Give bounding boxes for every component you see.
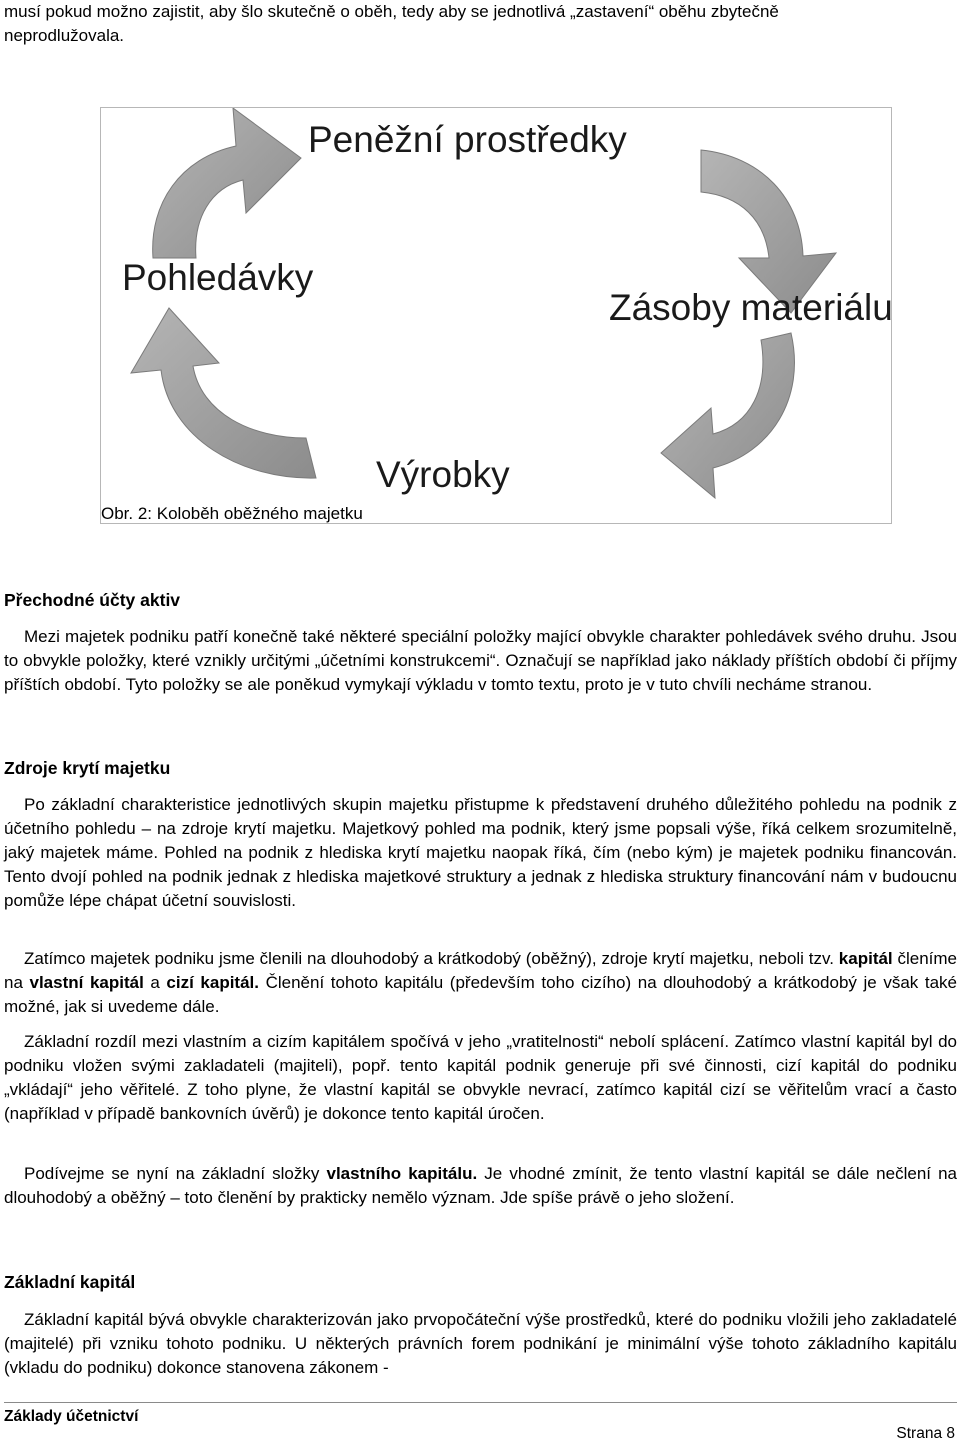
- node-zasoby-materialu: Zásoby materiálu: [609, 287, 893, 328]
- paragraph-zdroje-3: Základní rozdíl mezi vlastním a cizím kapitálem spočívá v jeho „vratitelnosti“ nebolí splácení. Zatímco vlastní kapitál byl do podniku vložen svými zakladateli (majiteli), popř. tento kapitál podnik generuje při své činnosti, cizí kapitál do podniku „vkládají“ jeho věřitelé. Z toho plyne, že vlastní kapitál se obvykle nevrací, zatímco kapitál cizí se věřitelům vrací a často (například v případě bankovních úvěrů) je dokonce tento kapitál úročen.: [4, 1032, 957, 1123]
- term-vlastni-kapital: vlastní kapitál: [29, 973, 144, 992]
- term-vlastniho-kapitalu: vlastního kapitálu.: [326, 1164, 478, 1183]
- term-kapital: kapitál: [838, 949, 893, 968]
- paragraph-zdroje-2: Zatímco majetek podniku jsme členili na dlouhodobý a krátkodobý (oběžný), zdroje krytí majetku, neboli tzv. kapitál členíme na vlastní kapitál a cizí kapitál. Členění tohoto kapitálu (především toho cizího) na dlouhodobý a krátkodobý je však také možné, jak si uvedeme dále.: [4, 949, 958, 1016]
- paragraph-zdroje-1: Po základní charakteristice jednotlivých skupin majetku přistupme k představení druhého důležitého pohledu na podnik z účetního pohledu – na zdroje krytí majetku. Majetkový pohled ma podnik, který jsme popsali výše, říká celkem srozumitelně, jaký majetek máme. Pohled na podnik z hlediska krytí majetku naopak říká, čím (nebo kým) je majetek podniku financován. Tento dvojí pohled na podnik jednak z hlediska majetkové struktury a jednak z hlediska struktury financování nám v budoucnu pomůže lépe chápat účetní souvislosti.: [4, 795, 957, 910]
- paragraph-zakladni-kapital: Základní kapitál bývá obvykle charakterizován jako prvopočáteční výše prostředků, které do podniku vložili jeho zakladatelé (majitelé) při vzniku tohoto podniku. U některých právních forem podnikání je minimální výše tohoto základního kapitálu (vkladu do podniku) dokonce stanovena zákonem -: [4, 1310, 957, 1377]
- arrow-top-left: [153, 108, 301, 258]
- term-cizi-kapital: cizí kapitál.: [166, 973, 259, 992]
- heading-zakladni-kapital: Základní kapitál: [4, 1272, 136, 1292]
- paragraph-zdroje-4: Podívejme se nyní na základní složky vlastního kapitálu. Je vhodné zmínit, že tento vlastní kapitál se dále nečlení na dlouhodobý a oběžný – toto členění by prakticky nemělo význam. Jde spíše právě o jeho složení.: [4, 1164, 958, 1207]
- page-number: Strana 8: [896, 1425, 955, 1442]
- arrow-bottom-right: [661, 333, 794, 498]
- paragraph-prechodne-ucty: Mezi majetek podniku patří konečně také některé speciální položky mající obvykle charakter pohledávek svého druhu. Jsou to obvykle položky, které vznikly určitými „účetními konstrukcemi“. Označují se například jako náklady příštích období či příjmy příštích období. Tyto položky se ale poněkud vymykají výkladu v tomto textu, proto je v tuto chvíli necháme stranou.: [4, 627, 957, 694]
- cycle-figure: [100, 107, 892, 524]
- node-pohledavky: Pohledávky: [122, 257, 314, 298]
- intro-line-2: neprodlužovala.: [4, 26, 125, 45]
- arrow-bottom-left: [131, 308, 316, 478]
- figure-caption: Obr. 2: Koloběh oběžného majetku: [101, 504, 363, 523]
- intro-line-1: musí pokud možno zajistit, aby šlo skutečně o oběh, tedy aby se jednotlivá „zastavení“ oběhu zbytečně: [4, 2, 779, 21]
- node-vyrobky: Výrobky: [376, 454, 510, 495]
- node-penezni-prostredky: Peněžní prostředky: [308, 119, 627, 160]
- heading-zdroje-kryti: Zdroje krytí majetku: [4, 758, 171, 778]
- footer-divider: [4, 1402, 957, 1403]
- heading-prechodne-ucty: Přechodné účty aktiv: [4, 590, 181, 610]
- footer-title: Základy účetnictví: [4, 1408, 139, 1425]
